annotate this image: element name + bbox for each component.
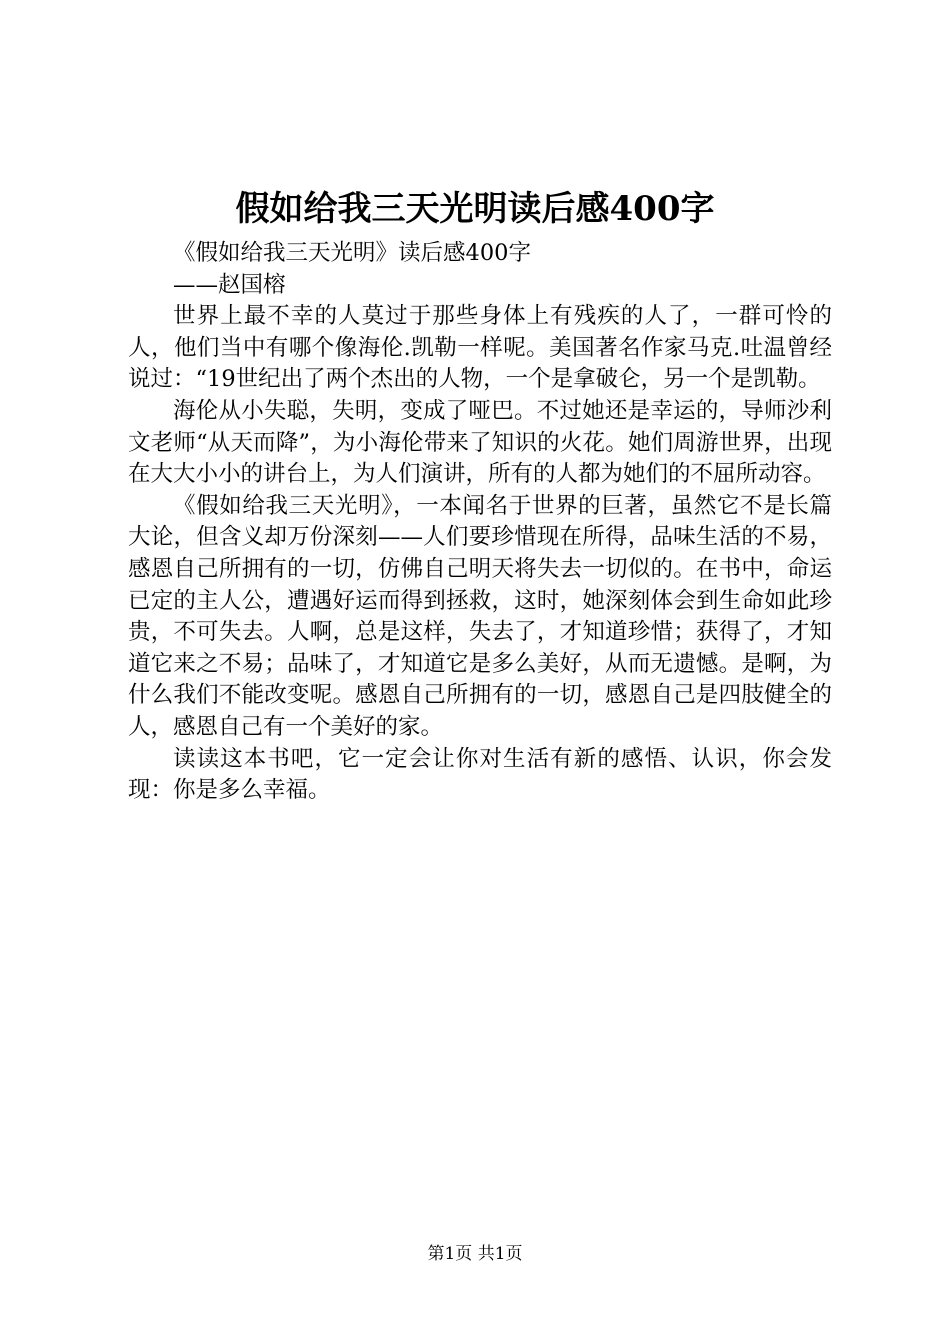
document-title: 假如给我三天光明读后感400字 [235, 189, 715, 229]
page-footer: 第1页 共1页 [427, 1244, 523, 1264]
document-subtitle: 《假如给我三天光明》读后感400字 [173, 240, 531, 266]
paragraph-1: 世界上最不幸的人莫过于那些身体上有残疾的人了，一群可怜的人，他们当中有哪个像海伦.凯勒一样呢。美国著名作家马克.吐温曾经说过：“19世纪出了两个杰出的人物，一个是拿破仑，另一个是凯勒。 [128, 303, 832, 393]
document-author: ——赵国榕 [173, 271, 286, 298]
paragraph-2: 海伦从小失聪，失明，变成了哑巴。不过她还是幸运的，导师沙利文老师“从天而降”，为小海伦带来了知识的火花。她们周游世界，出现在大大小小的讲台上，为人们演讲，所有的人都为她们的不屈所动容。 [128, 397, 832, 488]
document-body [128, 238, 832, 807]
paragraph-3: 《假如给我三天光明》，一本闻名于世界的巨著，虽然它不是长篇大论，但含义却万份深刻——人们要珍惜现在所得，品味生活的不易，感恩自己所拥有的一切，仿佛自己明天将失去一切似的。在书中，命运已定的主人公，遭遇好运而得到拯救，这时，她深刻体会到生命如此珍贵，不可失去。人啊，总是这样，失去了，才知道珍惜；获得了，才知道它来之不易；品味了，才知道它是多么美好，从而无遗憾。是啊，为什么我们不能改变呢。感恩自己所拥有的一切，感恩自己是四肢健全的人，感恩自己有一个美好的家。 [128, 492, 832, 740]
paragraph-4: 读读这本书吧，它一定会让你对生活有新的感悟、认识，你会发现：你是多么幸福。 [128, 745, 832, 804]
